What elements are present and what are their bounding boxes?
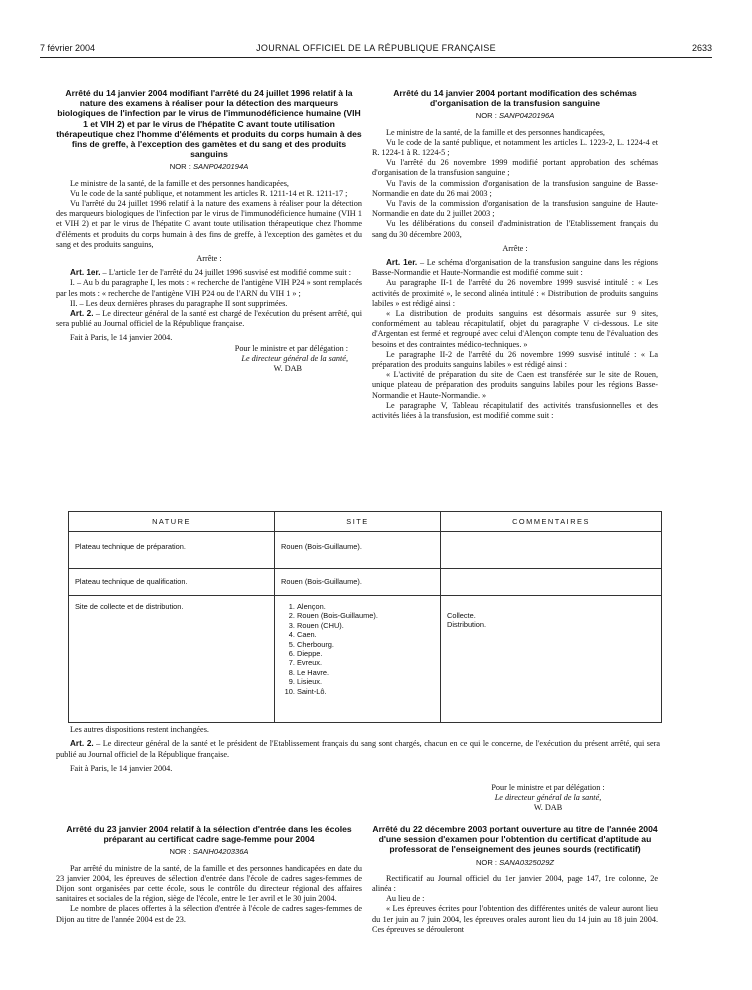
cell-sites <box>275 596 441 723</box>
nor-line <box>372 858 658 868</box>
column-header-commentaires: COMMENTAIRES <box>441 512 662 532</box>
article-label: Art. 1er. <box>70 268 101 278</box>
arrete-heading: Arrête : <box>502 243 528 253</box>
header-journal: JOURNAL OFFICIEL DE LA RÉPUBLIQUE FRANÇAISE <box>256 43 496 53</box>
table-header-row <box>69 512 662 532</box>
signature-block <box>56 783 660 814</box>
paragraph: « L'activité de préparation du site de Caen est transférée sur le site de Rouen, unique plateau de préparation des produits sanguins labiles pour les régions Basse-Normandie et Haute-Normandie. » <box>372 370 658 400</box>
table-row <box>69 532 662 569</box>
paragraph: Vu l'avis de la commission d'organisation de la transfusion sanguine de Basse-Normandie en date du 26 mai 2003 ; <box>372 178 658 198</box>
comment-line: Collecte. <box>447 611 476 620</box>
summary-table <box>68 511 662 723</box>
article-label: Art. 1er. <box>386 258 418 268</box>
nor-label: NOR : <box>475 857 498 867</box>
cell-comment <box>441 596 662 723</box>
header-date: 7 février 2004 <box>40 43 96 53</box>
paragraph: Le ministre de la santé, de la famille et des personnes handicapées, <box>70 178 289 188</box>
nor-code: SANH0420336A <box>192 847 249 857</box>
paragraph: « Les épreuves écrites pour l'obtention des différentes unités de valeur auront lieu du 1er juin au 7 juin 2004, les épreuves orales auront lieu du 14 juin au 18 juin 2004. Ces épreuves se dérouleront <box>372 904 658 934</box>
cell-site: Rouen (Bois-Guillaume). <box>275 569 441 596</box>
column-header-site: SITE <box>275 512 441 532</box>
column-header-nature: NATURE <box>69 512 275 532</box>
article-1 <box>372 258 658 278</box>
paragraph: II. – Les deux dernières phrases du paragraphe II sont supprimées. <box>70 298 288 308</box>
article-text: – Le directeur général de la santé et le président de l'Etablissement français du sang sont chargés, chacun en ce qui le concerne, de l'exécution du présent arrêté, qui sera publié au Journal officiel de la République française. <box>56 739 660 759</box>
list-item: 9. Lisieux. <box>297 677 434 686</box>
decree-right-1-continued <box>56 725 660 813</box>
article-2 <box>56 309 362 329</box>
page-header <box>40 43 712 57</box>
nor-line <box>56 847 362 857</box>
header-page-number: 2633 <box>691 43 712 53</box>
paragraph: Vu le code de la santé publique, et notamment les articles R. 1211-14 et R. 1211-17 ; <box>70 188 348 198</box>
article-2 <box>56 739 660 760</box>
list-item: 4. Caen. <box>297 630 434 639</box>
nor-label: NOR : <box>169 847 191 857</box>
nor-label: NOR : <box>169 162 191 172</box>
table-row <box>69 569 662 596</box>
article-label: Art. 2. <box>70 739 94 749</box>
comment-line: Distribution. <box>447 620 487 630</box>
signature-title: Le directeur général de la santé, <box>241 353 348 363</box>
paragraph: Au lieu de : <box>386 894 425 904</box>
list-item: 8. Le Havre. <box>297 668 434 677</box>
header-rule <box>40 57 712 58</box>
site-list <box>281 602 434 696</box>
decree-right-2 <box>372 824 658 935</box>
signature-title: Le directeur général de la santé, <box>494 792 602 802</box>
paragraph: Au paragraphe II-1 de l'arrêté du 26 novembre 1999 susvisé intitulé : « Les activités de proximité », le second alinéa intitulé : « Distribution de produits sanguins labiles » est rédigé ainsi : <box>372 278 658 308</box>
nor-code: SANA0325029Z <box>499 857 555 867</box>
paragraph: Vu le code de la santé publique, et notamment les articles L. 1223-2, L. 1224-4 et R. 1224-1 à R. 1224-5 ; <box>372 137 658 158</box>
signature-line: Pour le ministre et par délégation : <box>234 343 348 353</box>
decree-left-1 <box>56 88 362 374</box>
nor-code: SANP0420194A <box>192 162 249 172</box>
paragraph: Rectificatif au Journal officiel du 1er janvier 2004, page 147, 1re colonne, 2e alinéa : <box>372 873 658 894</box>
article-text: – Le schéma d'organisation de la transfusion sanguine dans les régions Basse-Normandie et Haute-Normandie est modifié comme suit : <box>372 258 658 278</box>
list-item: 1. Alençon. <box>297 602 434 611</box>
table-row <box>69 596 662 723</box>
decree-right-1 <box>372 88 658 421</box>
paragraph: Le paragraphe II-2 de l'arrêté du 26 novembre 1999 susvisé intitulé : « La préparation des produits sanguins labiles » est rédigé ainsi : <box>372 349 658 370</box>
signature-line: Pour le ministre et par délégation : <box>491 782 605 792</box>
list-item: 6. Dieppe. <box>297 649 434 658</box>
nor-line <box>56 162 362 172</box>
paragraph: Vu les délibérations du conseil d'administration de l'Etablissement français du sang du 30 décembre 2003, <box>372 219 658 239</box>
signature-name: W. DAB <box>273 364 302 374</box>
nor-label: NOR : <box>475 111 497 121</box>
cell-comment <box>441 532 662 569</box>
nor-code: SANP0420196A <box>498 111 555 121</box>
cell-nature: Plateau technique de qualification. <box>69 569 275 596</box>
article-label: Art. 2. <box>70 309 94 319</box>
paragraph: Vu l'arrêté du 26 novembre 1999 modifié portant approbation des schémas d'organisation de la transfusion sanguine ; <box>372 158 658 178</box>
cell-site: Rouen (Bois-Guillaume). <box>275 532 441 569</box>
decree-title: Arrêté du 23 janvier 2004 relatif à la sélection d'entrée dans les écoles préparant au certificat cadre sage-femme pour 2004 <box>66 824 352 845</box>
paragraph: Le nombre de places offertes à la sélection d'entrée à l'école de cadres sages-femmes de Dijon au titre de l'année 2004 est de 23. <box>56 904 362 924</box>
decree-title: Arrêté du 14 janvier 2004 portant modification des schémas d'organisation de la transfusion sanguine <box>393 88 637 109</box>
paragraph: Par arrêté du ministre de la santé, de la famille et des personnes handicapées en date du 23 janvier 2004, les épreuves de sélection d'entrée dans l'école de cadres sages-femmes de Dijon sont organisées par cette école, sous le contrôle du directeur régional des affaires sanitaires et sociales de la région, siège de l'école, entre le 1er avril et le 30 juin 2004. <box>56 863 362 904</box>
article-text: – L'article 1er de l'arrêté du 24 juillet 1996 susvisé est modifié comme suit : <box>100 268 352 278</box>
article-text: – Le directeur général de la santé est chargé de l'exécution du présent arrêté, qui sera publié au Journal officiel de la République française. <box>56 309 362 329</box>
list-item: 3. Rouen (CHU). <box>297 621 434 630</box>
paragraph: Le paragraphe V, Tableau récapitulatif des activités transfusionnelles et des activités liées à la transfusion, est modifié comme suit : <box>372 400 658 421</box>
decree-left-2 <box>56 824 362 925</box>
cell-nature: Plateau technique de préparation. <box>69 532 275 569</box>
nor-line <box>372 111 658 121</box>
signature-name: W. DAB <box>533 803 563 813</box>
list-item: 7. Evreux. <box>297 658 434 667</box>
list-item: 2. Rouen (Bois-Guillaume). <box>297 611 434 620</box>
decree-title: Arrêté du 14 janvier 2004 modifiant l'arrêté du 24 juillet 1996 relatif à la nature des examens à réaliser pour la détection des marqueurs biologiques de l'infection par le virus de l'immunodéficience humaine (VIH 1 et VIH 2) et par le virus de l'hépatite C avant toute utilisation thérapeutique chez l'homme d'éléments et produits du corps humain à des fins de greffe, à l'exception des gamètes et du sang et des produits sanguins <box>56 88 362 160</box>
paragraph: I. – Au b du paragraphe I, les mots : « recherche de l'antigène VIH P24 » sont remplacés par les mots : « recherche de l'antigène VIH P24 ou de l'ARN du VIH 1 » ; <box>56 278 362 298</box>
paragraph: Les autres dispositions restent inchangées. <box>70 725 209 734</box>
arrete-heading: Arrête : <box>196 254 222 264</box>
list-item: 5. Cherbourg. <box>297 640 434 649</box>
paragraph: Vu l'arrêté du 24 juillet 1996 relatif à la nature des examens à réaliser pour la détection des marqueurs biologiques de l'infection par le virus de l'immunodéficience humaine (VIH 1 et VIH 2) et par le virus de l'hépatite C avant toute utilisation thérapeutique chez l'homme d'éléments et produits du corps humain à des fins de greffe, à l'exception des gamètes et du sang et des produits sanguins, <box>56 199 362 249</box>
cell-comment <box>441 569 662 596</box>
paragraph: « La distribution de produits sanguins est désormais assurée sur 9 sites, conformément au tableau récapitulatif, objet du paragraphe V ci-dessous. Le site d'Argentan est fermé et regroupé avec celui d'Alençon compte tenu de l'évaluation des besoins et des contraintes médico-techniques. » <box>372 309 658 349</box>
decree-title: Arrêté du 22 décembre 2003 portant ouverture au titre de l'année 2004 d'une session d'examen pour l'obtention du certificat d'aptitude au professorat de l'enseignement des jeunes sourds (rectificatif) <box>372 824 658 855</box>
paragraph: Le ministre de la santé, de la famille et des personnes handicapées, <box>386 127 605 137</box>
article-1 <box>56 268 362 278</box>
fait-line: Fait à Paris, le 14 janvier 2004. <box>70 764 173 774</box>
fait-line: Fait à Paris, le 14 janvier 2004. <box>70 333 173 343</box>
cell-nature: Site de collecte et de distribution. <box>69 596 275 723</box>
list-item: 10. Saint-Lô. <box>297 687 434 696</box>
paragraph: Vu l'avis de la commission d'organisation de la transfusion sanguine de Haute-Normandie en date du 2 juillet 2003 ; <box>372 199 658 219</box>
